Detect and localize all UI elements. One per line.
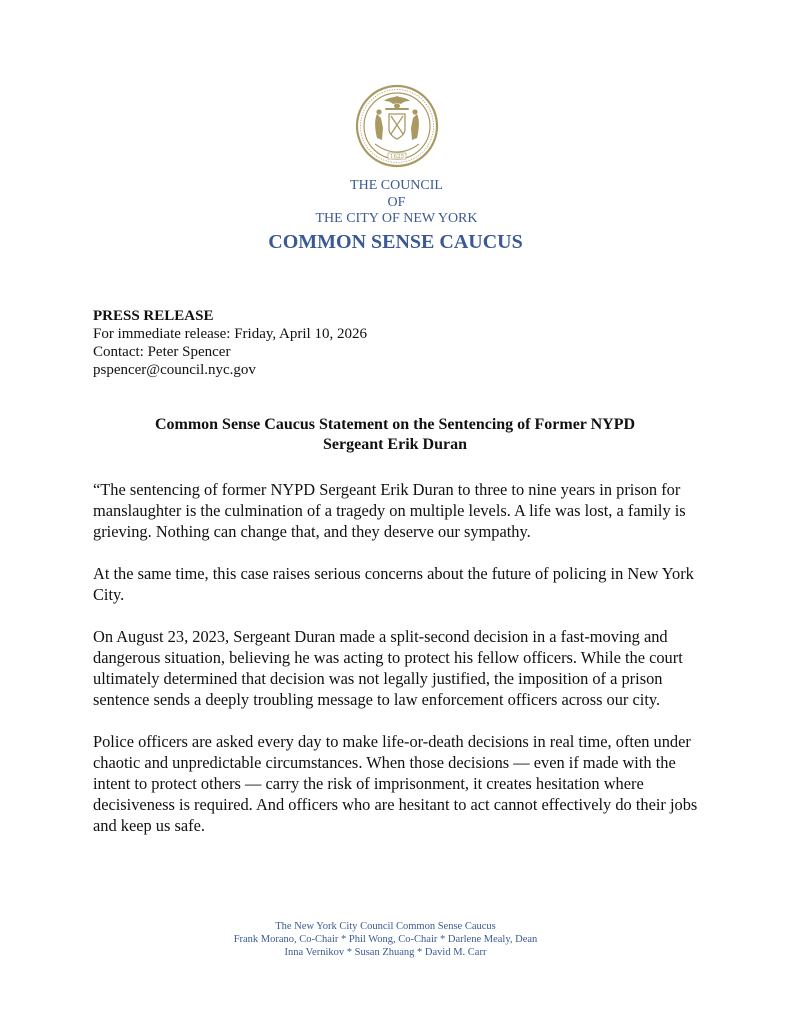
caucus-footer [0,920,791,959]
contact-name: Contact: Peter Spencer [93,344,231,360]
release-date: For immediate release: Friday, April 10, 2026 [93,326,367,342]
footer-line-3: Inna Vernikov * Susan Zhuang * David M. Carr [284,947,487,958]
nyc-council-seal-icon [355,84,439,168]
footer-line-2: Frank Morano, Co-Chair * Phil Wong, Co-Chair * Darlene Mealy, Dean [233,934,538,945]
body-paragraph: On August 23, 2023, Sergeant Duran made a split-second decision in a fast-moving and dangerous situation, believing he was acting to protect his fellow officers. While the court ultimately determined that decision was not legally justified, the imposition of a prison sentence sends a deeply troubling message to law enforcement officers across our city. [93,627,683,709]
caucus-title: COMMON SENSE CAUCUS [268,230,523,253]
statement-body [93,479,703,857]
body-paragraph: Police officers are asked every day to make life-or-death decisions in real time, often under chaotic and unpredictable circumstances. When those decisions — even if made with the intent to protect others — carry the risk of imprisonment, it creates hesitation where decisiveness is required. And officers who are hesitant to act cannot effectively do their jobs and keep us safe. [93,732,698,835]
seal-year: 1625 [390,154,404,160]
council-line-2: OF [387,194,406,210]
statement-title [95,415,695,455]
statement-title-line-1: Common Sense Caucus Statement on the Sentencing of Former NYPD [154,416,636,433]
contact-email: pspencer@council.nyc.gov [93,362,256,378]
statement-title-line-2: Sergeant Erik Duran [323,436,467,453]
body-paragraph: At the same time, this case raises serious concerns about the future of policing in New York City. [93,564,694,604]
body-paragraph: “The sentencing of former NYPD Sergeant Erik Duran to three to nine years in prison for manslaughter is the culmination of a tragedy on multiple levels. A life was lost, a family is grieving. Nothing can change that, and they deserve our sympathy. [93,480,686,541]
council-header [0,178,791,254]
council-line-1: THE COUNCIL [350,178,443,193]
press-info [93,307,367,379]
footer-line-1: The New York City Council Common Sense Caucus [275,921,496,932]
council-line-3: THE CITY OF NEW YORK [315,211,478,226]
press-release-label: PRESS RELEASE [93,308,214,324]
